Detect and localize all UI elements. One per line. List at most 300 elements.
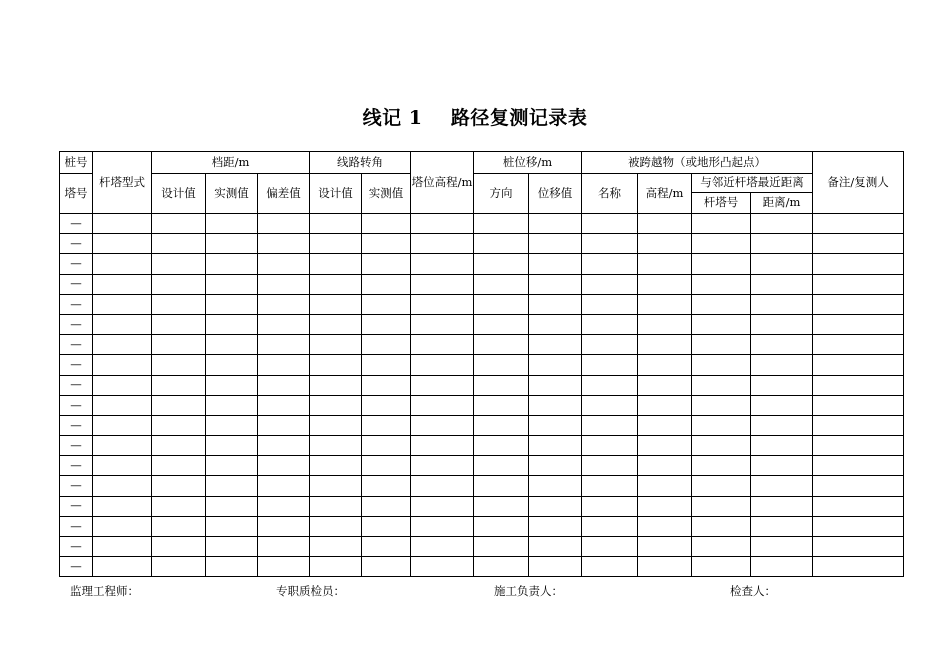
table-cell	[751, 436, 813, 456]
table-cell	[474, 314, 529, 334]
table-cell	[474, 537, 529, 557]
header-shift-value: 位移值	[529, 174, 582, 214]
table-cell	[751, 274, 813, 294]
table-cell	[692, 355, 751, 375]
table-cell	[411, 436, 474, 456]
table-cell	[582, 274, 638, 294]
table-cell	[310, 214, 362, 234]
header-span-design: 设计值	[152, 174, 206, 214]
table-cell	[93, 496, 152, 516]
table-cell	[529, 314, 582, 334]
table-cell	[638, 254, 692, 274]
table-cell	[582, 314, 638, 334]
table-cell	[206, 254, 258, 274]
table-cell	[310, 234, 362, 254]
table-cell	[751, 537, 813, 557]
table-cell	[813, 537, 904, 557]
table-cell	[751, 516, 813, 536]
table-cell	[582, 294, 638, 314]
table-cell	[751, 314, 813, 334]
table-cell	[362, 476, 411, 496]
table-cell	[93, 375, 152, 395]
table-cell	[206, 395, 258, 415]
table-row	[60, 516, 904, 536]
table-cell	[258, 274, 310, 294]
table-cell	[813, 557, 904, 577]
table-cell	[813, 294, 904, 314]
table-cell	[152, 476, 206, 496]
table-cell	[411, 395, 474, 415]
table-cell	[152, 274, 206, 294]
table-cell	[582, 415, 638, 435]
table-cell	[638, 214, 692, 234]
table-cell	[258, 557, 310, 577]
table-cell	[411, 476, 474, 496]
table-cell	[93, 537, 152, 557]
table-cell	[474, 476, 529, 496]
table-cell	[474, 375, 529, 395]
table-cell	[692, 234, 751, 254]
table-cell	[813, 234, 904, 254]
table-row	[60, 557, 904, 577]
table-cell	[310, 476, 362, 496]
row-marker: —	[60, 395, 93, 415]
table-row	[60, 234, 904, 254]
table-cell	[692, 436, 751, 456]
table-cell	[206, 516, 258, 536]
table-cell	[93, 355, 152, 375]
table-cell	[638, 516, 692, 536]
table-cell	[411, 254, 474, 274]
row-marker: —	[60, 516, 93, 536]
header-pile-shift: 桩位移/m	[474, 152, 582, 174]
table-cell	[411, 496, 474, 516]
table-cell	[582, 214, 638, 234]
table-row	[60, 395, 904, 415]
table-cell	[258, 254, 310, 274]
table-cell	[258, 415, 310, 435]
table-cell	[152, 234, 206, 254]
header-elevation: 高程/m	[638, 174, 692, 214]
table-cell	[206, 355, 258, 375]
footer-construction-lead: 施工负责人：	[494, 584, 563, 598]
header-direction: 方向	[474, 174, 529, 214]
header-pile-no: 桩号	[60, 152, 93, 174]
table-cell	[813, 214, 904, 234]
table-cell	[474, 294, 529, 314]
table-cell	[813, 516, 904, 536]
table-cell	[692, 335, 751, 355]
table-cell	[813, 375, 904, 395]
table-cell	[362, 254, 411, 274]
table-cell	[529, 436, 582, 456]
table-cell	[206, 335, 258, 355]
table-cell	[813, 415, 904, 435]
table-cell	[362, 516, 411, 536]
table-cell	[638, 476, 692, 496]
table-cell	[152, 436, 206, 456]
table-row	[60, 214, 904, 234]
table-cell	[362, 274, 411, 294]
header-span-deviation: 偏差值	[258, 174, 310, 214]
table-cell	[474, 516, 529, 536]
header-tower-elevation: 塔位高程/m	[411, 152, 474, 214]
table-cell	[474, 456, 529, 476]
table-cell	[582, 537, 638, 557]
table-cell	[582, 335, 638, 355]
header-tower-number: 杆塔号	[692, 193, 751, 214]
table-cell	[152, 294, 206, 314]
table-cell	[529, 496, 582, 516]
table-cell	[692, 496, 751, 516]
row-marker: —	[60, 436, 93, 456]
table-cell	[582, 557, 638, 577]
table-cell	[152, 254, 206, 274]
table-cell	[751, 476, 813, 496]
row-marker: —	[60, 537, 93, 557]
table-cell	[258, 496, 310, 516]
table-cell	[93, 395, 152, 415]
header-remark: 备注/复测人	[813, 152, 904, 214]
table-cell	[692, 537, 751, 557]
table-cell	[93, 274, 152, 294]
table-cell	[258, 436, 310, 456]
table-cell	[362, 314, 411, 334]
footer-quality-inspector: 专职质检员：	[276, 584, 345, 598]
table-cell	[529, 537, 582, 557]
table-cell	[258, 314, 310, 334]
row-marker: —	[60, 496, 93, 516]
header-nearest-distance: 与邻近杆塔最近距离	[692, 174, 813, 193]
table-cell	[362, 375, 411, 395]
table-cell	[582, 254, 638, 274]
table-cell	[258, 476, 310, 496]
table-cell	[152, 537, 206, 557]
table-cell	[529, 214, 582, 234]
header-angle-design: 设计值	[310, 174, 362, 214]
table-cell	[93, 516, 152, 536]
table-row	[60, 415, 904, 435]
table-cell	[310, 335, 362, 355]
table-cell	[411, 375, 474, 395]
table-cell	[638, 355, 692, 375]
table-cell	[638, 294, 692, 314]
table-cell	[258, 516, 310, 536]
table-cell	[362, 214, 411, 234]
table-cell	[152, 314, 206, 334]
header-span-measured: 实测值	[206, 174, 258, 214]
table-cell	[152, 557, 206, 577]
table-cell	[751, 335, 813, 355]
table-cell	[692, 314, 751, 334]
table-cell	[529, 557, 582, 577]
header-angle-measured: 实测值	[362, 174, 411, 214]
page-title: 线记 1 路径复测记录表	[362, 107, 588, 129]
table-cell	[206, 214, 258, 234]
table-cell	[152, 496, 206, 516]
table-cell	[474, 274, 529, 294]
table-cell	[692, 456, 751, 476]
table-row	[60, 335, 904, 355]
table-cell	[362, 496, 411, 516]
row-marker: —	[60, 274, 93, 294]
row-marker: —	[60, 375, 93, 395]
table-cell	[474, 557, 529, 577]
table-cell	[474, 415, 529, 435]
table-cell	[529, 415, 582, 435]
header-name: 名称	[582, 174, 638, 214]
table-cell	[813, 335, 904, 355]
header-tower-type: 杆塔型式	[93, 152, 152, 214]
table-cell	[310, 496, 362, 516]
table-cell	[93, 557, 152, 577]
table-cell	[751, 294, 813, 314]
table-cell	[93, 436, 152, 456]
table-cell	[310, 436, 362, 456]
table-cell	[474, 234, 529, 254]
table-cell	[411, 537, 474, 557]
table-cell	[152, 395, 206, 415]
table-cell	[206, 456, 258, 476]
table-cell	[692, 476, 751, 496]
table-cell	[152, 335, 206, 355]
table-cell	[411, 456, 474, 476]
table-cell	[93, 314, 152, 334]
table-cell	[362, 294, 411, 314]
header-crossed-object: 被跨越物（或地形凸起点）	[582, 152, 813, 174]
table-cell	[152, 355, 206, 375]
table-cell	[411, 415, 474, 435]
row-marker: —	[60, 355, 93, 375]
table-row	[60, 375, 904, 395]
table-cell	[582, 436, 638, 456]
table-cell	[751, 415, 813, 435]
table-cell	[751, 557, 813, 577]
table-row	[60, 254, 904, 274]
table-cell	[310, 415, 362, 435]
table-cell	[93, 415, 152, 435]
table-cell	[152, 375, 206, 395]
table-cell	[751, 254, 813, 274]
table-cell	[152, 214, 206, 234]
table-cell	[258, 294, 310, 314]
table-cell	[751, 496, 813, 516]
table-cell	[474, 496, 529, 516]
table-cell	[692, 415, 751, 435]
table-cell	[206, 537, 258, 557]
header-span: 档距/m	[152, 152, 310, 174]
row-marker: —	[60, 557, 93, 577]
table-cell	[638, 456, 692, 476]
table-cell	[93, 234, 152, 254]
table-cell	[529, 335, 582, 355]
table-cell	[206, 274, 258, 294]
table-cell	[529, 375, 582, 395]
table-cell	[638, 395, 692, 415]
table-row	[60, 496, 904, 516]
table-cell	[206, 375, 258, 395]
table-cell	[474, 254, 529, 274]
table-cell	[529, 456, 582, 476]
table-cell	[411, 516, 474, 536]
table-cell	[310, 557, 362, 577]
table-cell	[310, 375, 362, 395]
table-cell	[310, 537, 362, 557]
table-cell	[310, 274, 362, 294]
survey-record-table	[59, 151, 904, 577]
table-cell	[310, 395, 362, 415]
table-cell	[692, 375, 751, 395]
table-cell	[638, 436, 692, 456]
table-cell	[638, 274, 692, 294]
header-row-2	[60, 174, 904, 193]
table-cell	[582, 375, 638, 395]
table-cell	[692, 254, 751, 274]
table-cell	[411, 274, 474, 294]
table-cell	[529, 254, 582, 274]
table-cell	[813, 436, 904, 456]
table-cell	[362, 335, 411, 355]
table-cell	[582, 516, 638, 536]
table-cell	[411, 314, 474, 334]
table-cell	[582, 395, 638, 415]
table-cell	[93, 456, 152, 476]
table-cell	[206, 476, 258, 496]
table-cell	[152, 516, 206, 536]
table-cell	[362, 395, 411, 415]
table-cell	[206, 234, 258, 254]
table-cell	[692, 557, 751, 577]
table-cell	[206, 557, 258, 577]
table-cell	[638, 415, 692, 435]
table-cell	[362, 436, 411, 456]
table-cell	[582, 476, 638, 496]
row-marker: —	[60, 314, 93, 334]
table-cell	[638, 234, 692, 254]
table-cell	[751, 355, 813, 375]
table-cell	[93, 335, 152, 355]
row-marker: —	[60, 335, 93, 355]
table-cell	[751, 234, 813, 254]
table-cell	[411, 294, 474, 314]
table-cell	[206, 436, 258, 456]
header-line-angle: 线路转角	[310, 152, 411, 174]
header-distance: 距离/m	[751, 193, 813, 214]
table-cell	[751, 375, 813, 395]
row-marker: —	[60, 415, 93, 435]
header-row-1	[60, 152, 904, 174]
table-cell	[813, 496, 904, 516]
row-marker: —	[60, 476, 93, 496]
table-cell	[529, 294, 582, 314]
table-cell	[474, 214, 529, 234]
table-cell	[310, 294, 362, 314]
table-cell	[474, 335, 529, 355]
table-cell	[813, 314, 904, 334]
table-row	[60, 355, 904, 375]
table-cell	[638, 314, 692, 334]
table-cell	[206, 415, 258, 435]
row-marker: —	[60, 214, 93, 234]
table-cell	[206, 314, 258, 334]
table-cell	[258, 456, 310, 476]
table-cell	[751, 214, 813, 234]
table-cell	[638, 557, 692, 577]
table-cell	[411, 335, 474, 355]
footer-checker: 检查人：	[730, 584, 776, 598]
table-cell	[529, 395, 582, 415]
table-cell	[310, 314, 362, 334]
table-cell	[692, 395, 751, 415]
table-cell	[692, 516, 751, 536]
table-cell	[529, 516, 582, 536]
table-cell	[258, 375, 310, 395]
table-row	[60, 456, 904, 476]
table-cell	[474, 436, 529, 456]
table-row	[60, 294, 904, 314]
table-cell	[813, 476, 904, 496]
row-marker: —	[60, 294, 93, 314]
table-cell	[582, 456, 638, 476]
table-cell	[529, 476, 582, 496]
table-cell	[751, 395, 813, 415]
row-marker: —	[60, 456, 93, 476]
table-cell	[474, 355, 529, 375]
table-cell	[310, 456, 362, 476]
table-cell	[582, 355, 638, 375]
header-tower-no: 塔号	[60, 174, 93, 214]
row-marker: —	[60, 254, 93, 274]
table-row	[60, 436, 904, 456]
table-cell	[206, 294, 258, 314]
table-cell	[474, 395, 529, 415]
table-cell	[152, 456, 206, 476]
table-cell	[310, 254, 362, 274]
table-cell	[93, 294, 152, 314]
table-cell	[258, 214, 310, 234]
table-cell	[362, 456, 411, 476]
table-cell	[362, 355, 411, 375]
table-cell	[529, 355, 582, 375]
row-marker: —	[60, 234, 93, 254]
table-cell	[692, 214, 751, 234]
table-cell	[813, 456, 904, 476]
table-cell	[258, 537, 310, 557]
table-cell	[258, 335, 310, 355]
table-cell	[529, 234, 582, 254]
table-cell	[362, 415, 411, 435]
table-cell	[362, 537, 411, 557]
table-cell	[93, 254, 152, 274]
table-row	[60, 537, 904, 557]
table-cell	[258, 234, 310, 254]
table-cell	[152, 415, 206, 435]
table-row	[60, 314, 904, 334]
table-cell	[93, 214, 152, 234]
table-cell	[93, 476, 152, 496]
table-cell	[411, 234, 474, 254]
footer-supervisor: 监理工程师：	[70, 584, 139, 598]
table-row	[60, 274, 904, 294]
table-cell	[638, 375, 692, 395]
table-cell	[582, 496, 638, 516]
table-cell	[362, 234, 411, 254]
table-cell	[582, 234, 638, 254]
table-cell	[411, 355, 474, 375]
table-cell	[258, 395, 310, 415]
table-cell	[529, 274, 582, 294]
table-cell	[813, 395, 904, 415]
